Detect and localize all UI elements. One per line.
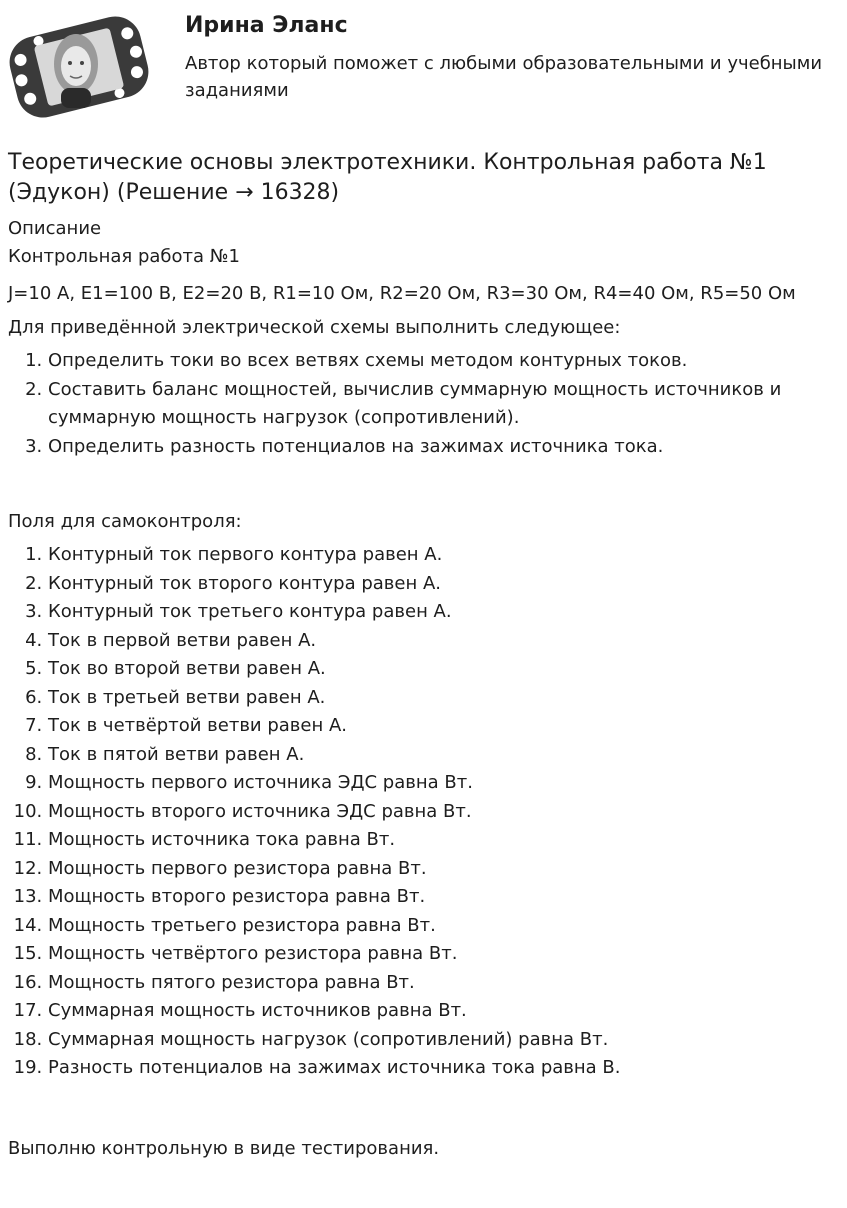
list-item: 10. Мощность второго источника ЭДС равна Вт.: [48, 798, 843, 827]
author-name[interactable]: Ирина Эланс: [185, 13, 348, 38]
list-item: 5. Ток во второй ветви равен А.: [48, 655, 843, 684]
list-item: 19. Разность потенциалов на зажимах источника тока равна В.: [48, 1054, 843, 1083]
document-subtitle: Контрольная работа №1: [8, 246, 240, 267]
document-content: [8, 148, 843, 1163]
page-title: Теоретические основы электротехники. Контрольная работа №1 (Эдукон) (Решение → 16328): [8, 150, 767, 205]
list-item: 7. Ток в четвёртой ветви равен А.: [48, 712, 843, 741]
list-item: 3. Определить разность потенциалов на зажимах источника тока.: [48, 433, 843, 462]
list-item: 13. Мощность второго резистора равна Вт.: [48, 883, 843, 912]
list-item: 4. Ток в первой ветви равен А.: [48, 627, 843, 656]
list-item: 15. Мощность четвёртого резистора равна Вт.: [48, 940, 843, 969]
selfcheck-list: [8, 541, 843, 1083]
list-item: 11. Мощность источника тока равна Вт.: [48, 826, 843, 855]
parameters-line: J=10 А, E1=100 В, E2=20 В, R1=10 Ом, R2=20 Ом, R3=30 Ом, R4=40 Ом, R5=50 Ом: [8, 283, 796, 304]
author-avatar[interactable]: [6, 6, 152, 128]
author-header: [0, 0, 847, 130]
closing-note: Выполню контрольную в виде тестирования.: [8, 1137, 440, 1159]
selfcheck-intro: Поля для самоконтроля:: [8, 511, 242, 532]
list-item: 1. Определить токи во всех ветвях схемы методом контурных токов.: [48, 347, 843, 376]
section-label: Описание: [8, 218, 102, 239]
list-item: 9. Мощность первого источника ЭДС равна Вт.: [48, 769, 843, 798]
list-item: 6. Ток в третьей ветви равен А.: [48, 684, 843, 713]
author-description: Автор который поможет с любыми образовательными и учебными заданиями: [185, 53, 823, 101]
list-item: 16. Мощность пятого резистора равна Вт.: [48, 969, 843, 998]
list-item: 1. Контурный ток первого контура равен А.: [48, 541, 843, 570]
list-item: 18. Суммарная мощность нагрузок (сопротивлений) равна Вт.: [48, 1026, 843, 1055]
list-item: 17. Суммарная мощность источников равна Вт.: [48, 997, 843, 1026]
list-item: 2. Контурный ток второго контура равен А.: [48, 570, 843, 599]
list-item: 8. Ток в пятой ветви равен А.: [48, 741, 843, 770]
list-item: 3. Контурный ток третьего контура равен А.: [48, 598, 843, 627]
list-item: 2. Составить баланс мощностей, вычислив суммарную мощность источников и суммарную мощность нагрузок (сопротивлений).: [48, 376, 843, 433]
list-item: 14. Мощность третьего резистора равна Вт.: [48, 912, 843, 941]
task-intro: Для приведённой электрической схемы выполнить следующее:: [8, 317, 621, 338]
task-list: [8, 347, 843, 461]
list-item: 12. Мощность первого резистора равна Вт.: [48, 855, 843, 884]
